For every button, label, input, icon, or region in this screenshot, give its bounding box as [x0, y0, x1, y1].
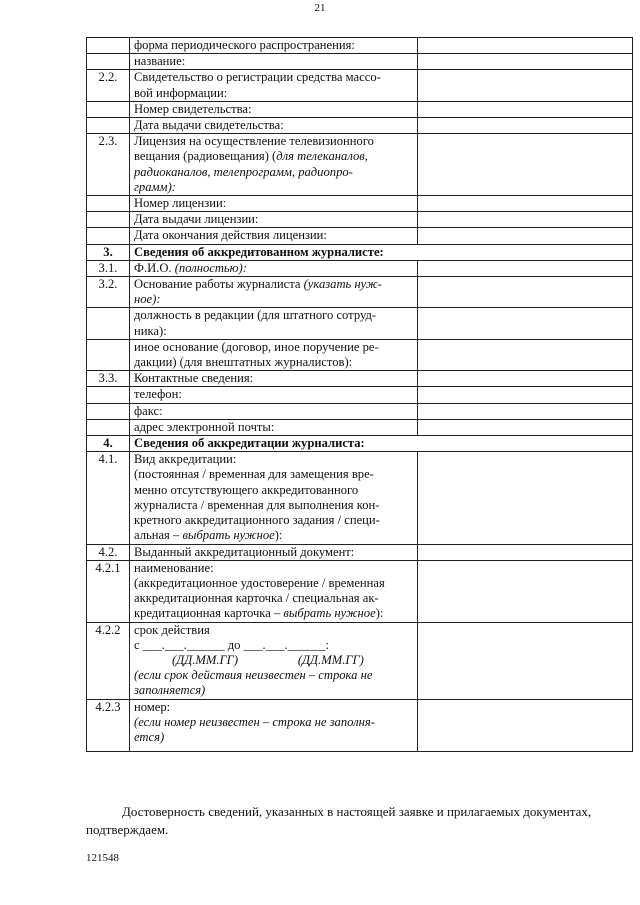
confirmation-statement — [86, 803, 632, 839]
value-cell[interactable] — [418, 403, 633, 419]
accreditation-form-table — [86, 37, 633, 752]
row-number: 3.1. — [87, 260, 130, 276]
field-label: дакции) (для внештатных журналистов): — [134, 355, 353, 370]
value-cell[interactable] — [418, 560, 633, 622]
table-row — [87, 371, 633, 387]
table-row — [87, 622, 633, 699]
value-cell[interactable] — [418, 452, 633, 544]
value-cell[interactable] — [418, 277, 633, 308]
field-label: Контактные сведения: — [134, 371, 254, 386]
document-code: 121548 — [86, 852, 119, 864]
field-label: Основание работы журналиста — [134, 277, 304, 292]
section-header-row — [87, 436, 633, 452]
table-row — [87, 54, 633, 70]
field-label: (постоянная / временная для замещения вре- — [134, 467, 374, 482]
table-row — [87, 544, 633, 560]
row-number: 4.2.2 — [87, 622, 130, 699]
field-hint: для телеканалов, — [276, 149, 368, 164]
value-cell[interactable] — [418, 70, 633, 101]
value-cell[interactable] — [418, 118, 633, 134]
table-row — [87, 308, 633, 339]
field-label: название: — [134, 54, 186, 69]
field-label: (аккредитационное удостоверение / временная — [134, 575, 385, 590]
table-row — [87, 419, 633, 435]
field-label: Дата окончания действия лицензии: — [134, 228, 327, 243]
field-label: должность в редакции (для штатного сотруд- — [134, 308, 377, 323]
field-label: Ф.И.О. — [134, 260, 175, 275]
row-number: 4.2.3 — [87, 699, 130, 752]
value-cell[interactable] — [418, 387, 633, 403]
table-row — [87, 101, 633, 117]
field-label: номер: — [134, 699, 171, 714]
field-hint: ется) — [134, 729, 165, 744]
table-row — [87, 560, 633, 622]
table-row — [87, 228, 633, 244]
value-cell[interactable] — [418, 260, 633, 276]
section-number: 3. — [87, 244, 130, 260]
field-label: менно отсутствующего аккредитованного — [134, 482, 359, 497]
row-number: 3.2. — [87, 277, 130, 308]
field-label: Выданный аккредитационный документ: — [134, 544, 355, 559]
field-hint: заполняется) — [134, 683, 206, 698]
table-row — [87, 277, 633, 308]
field-label: кредитационная карточка – — [134, 606, 284, 621]
field-label: вой информации: — [134, 85, 228, 100]
section-header-row — [87, 244, 633, 260]
table-row — [87, 212, 633, 228]
field-label: Номер свидетельства: — [134, 101, 252, 116]
field-label: Номер лицензии: — [134, 196, 227, 211]
table-row — [87, 134, 633, 196]
value-cell[interactable] — [418, 622, 633, 699]
section-number: 4. — [87, 436, 130, 452]
section-title: Сведения об аккредитации журналиста: — [130, 436, 633, 452]
field-label: альная – — [134, 528, 183, 543]
field-label: Дата выдачи лицензии: — [134, 212, 259, 227]
field-label: аккредитационная карточка / специальная ак- — [134, 591, 379, 606]
row-number: 4.1. — [87, 452, 130, 544]
row-number: 2.2. — [87, 70, 130, 101]
date-range-blanks: с ___.___.______ до ___.___.______: — [134, 637, 329, 652]
field-label: иное основание (договор, иное поручение ре- — [134, 339, 379, 354]
value-cell[interactable] — [418, 308, 633, 339]
value-cell[interactable] — [418, 371, 633, 387]
table-row — [87, 339, 633, 370]
value-cell[interactable] — [418, 699, 633, 752]
field-label: Свидетельство о регистрации средства массо- — [134, 70, 381, 85]
field-hint: радиоканалов, телепрограмм, радиопро- — [134, 164, 353, 179]
date-format-hint: (ДД.ММ.ГГ) (ДД.ММ.ГГ) — [172, 652, 364, 667]
field-label: факс: — [134, 403, 163, 418]
value-cell[interactable] — [418, 38, 633, 54]
section-title: Сведения об аккредитованном журналисте: — [130, 244, 633, 260]
field-label: ): — [375, 606, 384, 621]
field-label: Вид аккредитации: — [134, 452, 237, 467]
table-row — [87, 196, 633, 212]
field-label: телефон: — [134, 387, 182, 402]
value-cell[interactable] — [418, 544, 633, 560]
value-cell[interactable] — [418, 54, 633, 70]
table-row — [87, 403, 633, 419]
field-hint: выбрать нужное — [283, 606, 376, 621]
value-cell[interactable] — [418, 212, 633, 228]
value-cell[interactable] — [418, 228, 633, 244]
table-row — [87, 260, 633, 276]
field-label: Лицензия на осуществление телевизионного — [134, 134, 374, 149]
field-label: кретного аккредитационного задания / специ- — [134, 513, 380, 528]
confirmation-line: подтверждаем. — [86, 822, 169, 837]
table-row — [87, 118, 633, 134]
field-label: адрес электронной почты: — [134, 419, 275, 434]
row-number: 4.2.1 — [87, 560, 130, 622]
value-cell[interactable] — [418, 134, 633, 196]
field-label: наименование: — [134, 560, 214, 575]
field-label: ника): — [134, 323, 167, 338]
value-cell[interactable] — [418, 196, 633, 212]
table-row — [87, 38, 633, 54]
field-label: срок действия — [134, 622, 210, 637]
value-cell[interactable] — [418, 101, 633, 117]
table-row — [87, 387, 633, 403]
row-number: 4.2. — [87, 544, 130, 560]
field-label: ): — [274, 528, 283, 543]
field-hint: (полностью): — [174, 260, 247, 275]
row-number: 3.3. — [87, 371, 130, 387]
field-hint: (указать нуж- — [303, 277, 382, 292]
value-cell[interactable] — [418, 339, 633, 370]
row-number: 2.3. — [87, 134, 130, 196]
field-label: журналиста / временная для выполнения кон- — [134, 497, 380, 512]
field-hint: грамм): — [134, 179, 176, 194]
field-label: Дата выдачи свидетельства: — [134, 118, 284, 133]
field-hint: (если номер неизвестен – строка не заполня- — [134, 714, 375, 729]
field-hint: (если срок действия неизвестен – строка не — [134, 668, 373, 683]
field-label: вещания (радиовещания) ( — [134, 149, 277, 164]
value-cell[interactable] — [418, 419, 633, 435]
table-row — [87, 70, 633, 101]
field-hint: выбрать нужное — [182, 528, 275, 543]
page-number: 21 — [314, 2, 326, 14]
field-hint: ное): — [134, 292, 161, 307]
table-row — [87, 699, 633, 752]
table-row — [87, 452, 633, 544]
field-label: форма периодического распространения: — [134, 38, 355, 52]
confirmation-line: Достоверность сведений, указанных в настоящей заявке и прилагаемых документах, — [122, 804, 592, 819]
